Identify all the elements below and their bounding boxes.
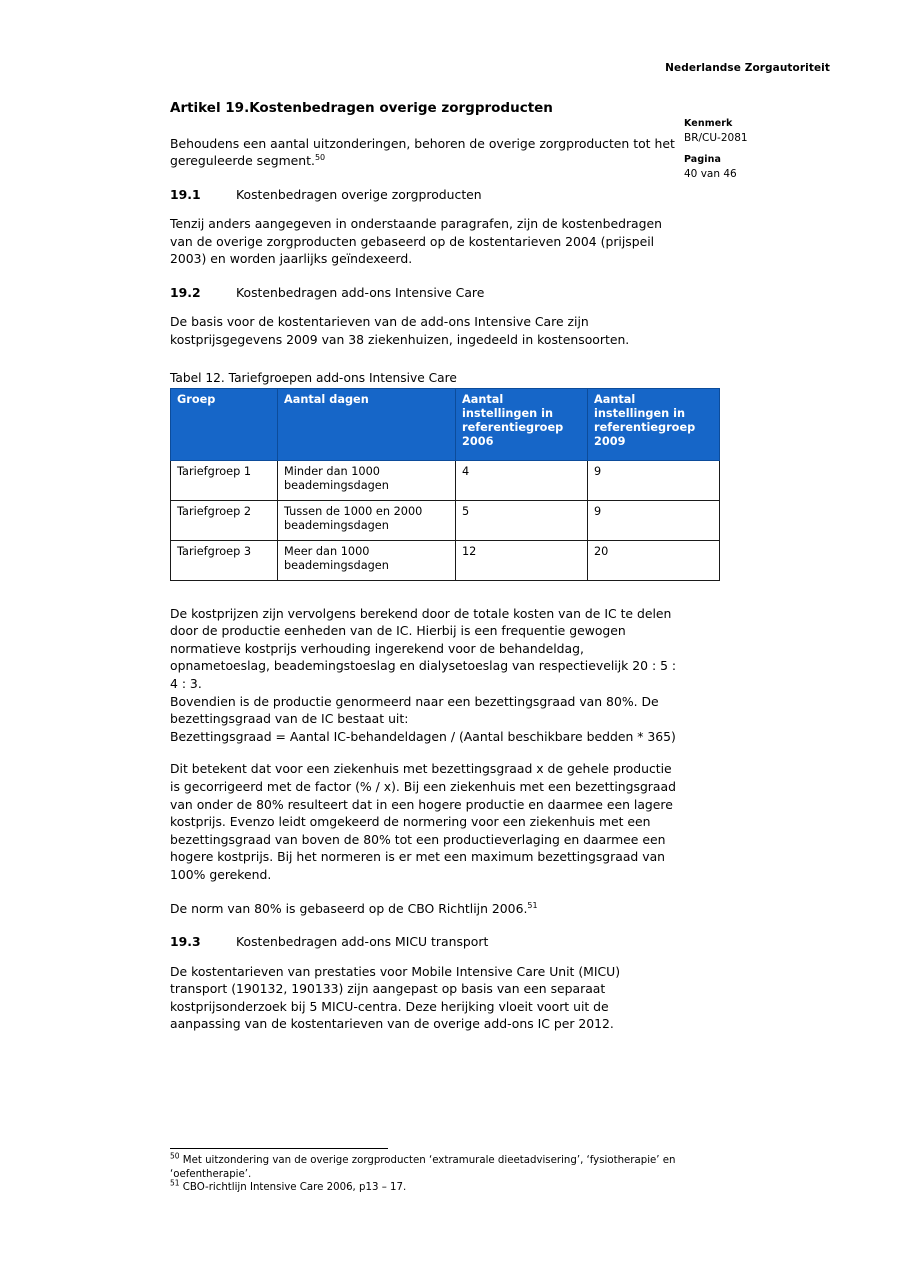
footnote-ref-51: 51: [527, 900, 538, 910]
pagina-label: Pagina: [684, 153, 721, 165]
table-header-row: [171, 388, 720, 460]
organisation-name: Nederlandse Zorgautoriteit: [665, 62, 830, 74]
table-header-aantal-dagen: Aantal dagen: [278, 388, 456, 460]
footnotes: [170, 1148, 680, 1195]
table-row: [171, 500, 720, 540]
table-header-instellingen-2009: Aantal instellingen in referentiegroep 2009: [588, 388, 720, 460]
paragraph-bezettingsgraad: Bovendien is de productie genormeerd naar een bezettingsgraad van 80%. De bezettingsgraad van de IC bestaat uit:: [170, 693, 659, 727]
section-19-1-title: Kostenbedragen overige zorgproducten: [236, 186, 482, 202]
section-19-1-body: Tenzij anders aangegeven in onderstaande paragrafen, zijn de kostenbedragen van de overige zorgproducten gebaseerd op de kostentarieven 2004 (prijspeil 2003) en worden jaarlijks geïndexeerd.: [170, 216, 662, 267]
section-19-2-body: De basis voor de kostentarieven van de add-ons Intensive Care zijn kostprijsgegevens 2009 van 38 ziekenhuizen, ingedeeld in kostensoorten.: [170, 314, 630, 347]
meta-kenmerk: [684, 118, 854, 145]
explanation-block: [170, 605, 678, 746]
cell-aantal-dagen: Meer dan 1000 beademingsdagen: [278, 540, 456, 580]
footnote-divider: [170, 1148, 388, 1149]
document-body: [170, 100, 696, 1049]
section-19-2-heading: [170, 284, 678, 301]
meta-pagina: [684, 154, 854, 181]
section-19-1-heading: [170, 186, 678, 203]
paragraph-kostprijzen: De kostprijzen zijn vervolgens berekend door de totale kosten van de IC te delen door de productie eenheden van de IC. Hierbij is een frequentie gewogen normatieve kostprijs verhouding ingerekend voor de behandeldag, opnametoeslag, beademingstoeslag en dialysetoeslag van respectievelijk 20 : 5 : 4 : 3.: [170, 605, 677, 691]
document-meta: [684, 118, 854, 181]
cell-instellingen-2006: 4: [456, 460, 588, 500]
footnote-51-marker: 51: [170, 1178, 180, 1188]
kenmerk-label: Kenmerk: [684, 118, 733, 129]
cell-aantal-dagen: Tussen de 1000 en 2000 beademingsdagen: [278, 500, 456, 540]
footnote-50: [170, 1151, 680, 1181]
footnote-50-text: Met uitzondering van de overige zorgproducten ‘extramurale dieetadvisering’, ‘fysiotherapie’ en ‘oefentherapie’.: [170, 1155, 676, 1180]
paragraph-norm: [170, 900, 678, 918]
footnote-51-text: CBO-richtlijn Intensive Care 2006, p13 – 17.: [182, 1182, 407, 1194]
section-19-3-title: Kostenbedragen add-ons MICU transport: [236, 934, 489, 950]
kenmerk-value: BR/CU-2081: [684, 131, 748, 144]
section-19-3-body: De kostentarieven van prestaties voor Mobile Intensive Care Unit (MICU) transport (190132, 190133) zijn aangepast op basis van een separaat kostprijsonderzoek bij 5 MICU-centra. Deze herijking vloeit voort uit de aanpassing van de kostentarieven van de overige add-ons IC per 2012.: [170, 963, 621, 1032]
paragraph-correctie: Dit betekent dat voor een ziekenhuis met bezettingsgraad x de gehele productie is gecorrigeerd met de factor (% / x). Bij een ziekenhuis met een bezettingsgraad van onder de 80% resulteert dat in een hogere productie en daarmee een lagere kostprijs. Evenzo leidt omgekeerd de normering voor een ziekenhuis met een bezettingsgraad van boven de 80% tot een productieverlaging en daarmee een hogere kostprijs. Bij het normeren is er met een maximum bezettingsgraad van 100% gerekend.: [170, 761, 676, 883]
footnote-ref-50: 50: [314, 153, 326, 163]
spacer: [170, 745, 678, 760]
article-number: Artikel 19.: [170, 100, 250, 116]
cell-instellingen-2009: 9: [588, 460, 720, 500]
cell-instellingen-2009: 20: [588, 540, 720, 580]
paragraph-norm-text: De norm van 80% is gebaseerd op de CBO Richtlijn 2006.: [170, 900, 528, 916]
section-19-1-number: 19.1: [170, 186, 201, 202]
cell-aantal-dagen: Minder dan 1000 beademingsdagen: [278, 460, 456, 500]
article-intro: [170, 135, 678, 170]
table-header-instellingen-2006: Aantal instellingen in referentiegroep 2006: [456, 388, 588, 460]
cell-instellingen-2006: 12: [456, 540, 588, 580]
pagina-value: 40 van 46: [684, 167, 737, 180]
table-caption: Tabel 12. Tariefgroepen add-ons Intensive Care: [170, 370, 457, 385]
article-intro-text: Behoudens een aantal uitzonderingen, behoren de overige zorgproducten tot het gereguleerde segment.: [170, 135, 675, 169]
section-19-2-title: Kostenbedragen add-ons Intensive Care: [236, 284, 485, 300]
table-header-groep: Groep: [171, 388, 278, 460]
footnote-51: [170, 1178, 680, 1195]
section-19-2-number: 19.2: [170, 284, 201, 300]
table-row: [171, 540, 720, 580]
paragraph-formula: Bezettingsgraad = Aantal IC-behandeldagen / (Aantal beschikbare bedden * 365): [170, 728, 676, 744]
cell-instellingen-2009: 9: [588, 500, 720, 540]
section-19-3-number: 19.3: [170, 934, 201, 950]
cell-instellingen-2006: 5: [456, 500, 588, 540]
table-row: [171, 460, 720, 500]
cell-groep: Tariefgroep 2: [171, 500, 278, 540]
article-title: Kostenbedragen overige zorgproducten: [249, 100, 553, 116]
footnote-50-marker: 50: [170, 1151, 180, 1161]
article-heading: [170, 100, 678, 118]
cell-groep: Tariefgroep 3: [171, 540, 278, 580]
cell-groep: Tariefgroep 1: [171, 460, 278, 500]
tariff-table: [170, 388, 720, 581]
section-19-3-heading: [170, 933, 678, 950]
